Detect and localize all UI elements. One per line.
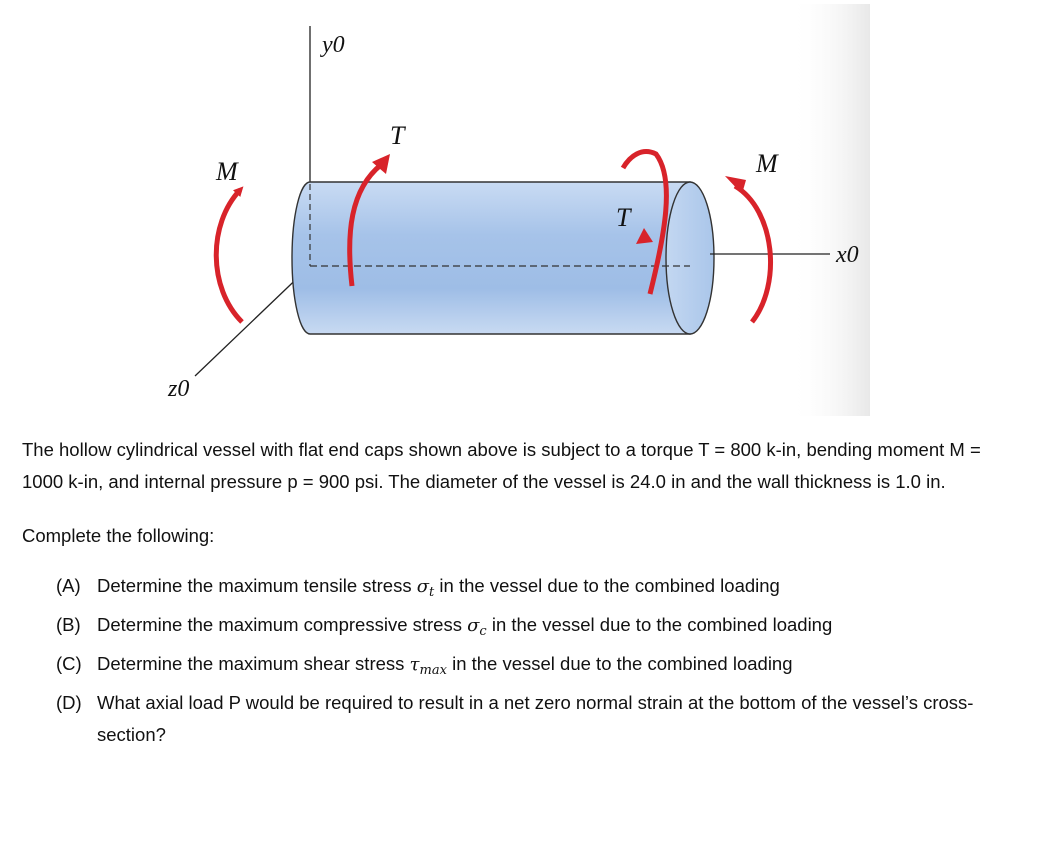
part-text-end: in the vessel due to the combined loading (434, 575, 780, 596)
part-tag: (D) (56, 692, 82, 713)
part-text: Determine the maximum tensile stress (97, 575, 417, 596)
label-x0: x0 (836, 242, 859, 268)
label-z0: z0 (168, 376, 190, 402)
label-m-right: M (756, 149, 778, 178)
parts-list (56, 570, 1022, 751)
part-text-end: in the vessel due to the combined loading (486, 614, 833, 635)
subscript: c (479, 624, 487, 639)
tau-symbol: τ (409, 654, 420, 675)
part-text-end: in the vessel due to the combined loading (446, 653, 793, 674)
part-text: Determine the maximum shear stress (97, 653, 410, 674)
part-tag: (C) (56, 653, 82, 674)
subscript: max (419, 663, 447, 678)
cylinder-end-cap (666, 182, 714, 334)
label-y0: y0 (322, 32, 345, 58)
part-b (56, 609, 1022, 648)
sigma-symbol: σ (467, 615, 480, 636)
sigma-symbol: σ (416, 576, 430, 597)
label-t-right: T (616, 203, 631, 232)
photo-edge (790, 4, 870, 416)
part-tag: (A) (56, 575, 81, 596)
subscript: t (429, 585, 435, 600)
problem-statement: The hollow cylindrical vessel with flat end caps shown above is subject to a torque T = 800 k-in, bending moment M = 1000 k-in, and internal pressure p = 900 psi. The diameter of the vessel is 24.0 in and the wall thickness is 1.0 in. (22, 439, 981, 492)
part-tag: (B) (56, 614, 81, 635)
part-a (56, 570, 1022, 609)
complete-heading: Complete the following: (22, 525, 215, 546)
label-m-left: M (216, 157, 238, 186)
label-t-left: T (390, 121, 405, 150)
vessel-figure (150, 4, 870, 416)
problem-text (22, 434, 1022, 751)
part-text: What axial load P would be required to result in a net zero normal strain at the bottom of the vessel’s cross-section? (97, 692, 974, 745)
part-c (56, 648, 1022, 687)
moment-arrow-left (216, 190, 242, 322)
part-d (56, 687, 1022, 751)
part-text: Determine the maximum compressive stress (97, 614, 468, 635)
